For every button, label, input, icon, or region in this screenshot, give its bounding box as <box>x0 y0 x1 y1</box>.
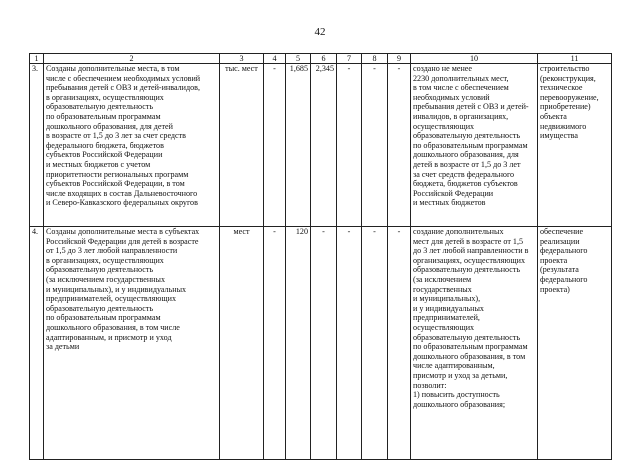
row-description: Созданы дополнительные места в субъектах Российской Федерации для детей в возрасте от 1,5 до 3 лет любой направленности в организациях, осуществляющих образовательную деятельность (за исключением государственных и муниципальных), и у индивидуальных предпринимателей, осуществляющих образовательную деятельность по образовательным программам дошкольного образования, в том числе адаптированным, и присмотр и уход за детьми <box>44 227 220 460</box>
row-type: обеспечение реализации федерального проекта (результата федерального проекта) <box>538 227 612 460</box>
header-cell: 7 <box>337 54 362 64</box>
row-number: 4. <box>30 227 44 460</box>
row-value-col8: - <box>362 227 388 460</box>
row-unit: тыс. мест <box>220 64 264 227</box>
row-value-col6: 2,345 <box>311 64 337 227</box>
header-cell: 9 <box>388 54 411 64</box>
row-value-col6: - <box>311 227 337 460</box>
table-row <box>30 64 612 227</box>
row-result: создание дополнительных мест для детей в возрасте от 1,5 до 3 лет любой направленности в организациях, осуществляющих образовательную деятельность (за исключением государственных и муниципальных), и у индивидуальных предпринимателей, осуществляющих образовательную деятельность по образовательным программам дошкольного образования, в том числе адаптированным, присмотр и уход за детьми, позволит: 1) повысить доступность дошкольного образования; <box>411 227 538 460</box>
header-cell: 5 <box>286 54 311 64</box>
row-unit: мест <box>220 227 264 460</box>
row-value-col8: - <box>362 64 388 227</box>
row-value-col5: 1,685 <box>286 64 311 227</box>
page-number: 42 <box>314 26 326 38</box>
header-cell: 11 <box>538 54 612 64</box>
header-cell: 4 <box>264 54 286 64</box>
row-number: 3. <box>30 64 44 227</box>
row-value-col5: 120 <box>286 227 311 460</box>
header-cell: 10 <box>411 54 538 64</box>
row-result: создано не менее 2230 дополнительных мест, в том числе с обеспечением необходимых условий пребывания детей с ОВЗ и детей- инвалидов, в организациях, осуществляющих образовательную деятельность по образовательным программам дошкольного образования, для детей в возрасте от 1,5 до 3 лет за счет средств федерального бюджета, бюджетов субъектов Российской Федерации и местных бюджетов <box>411 64 538 227</box>
table-header-row <box>30 54 612 64</box>
header-cell: 6 <box>311 54 337 64</box>
header-cell: 1 <box>30 54 44 64</box>
row-value-col9: - <box>388 227 411 460</box>
header-cell: 2 <box>44 54 220 64</box>
row-value-col4: - <box>264 227 286 460</box>
row-value-col9: - <box>388 64 411 227</box>
results-table <box>29 53 612 460</box>
row-description: Созданы дополнительные места, в том числе с обеспечением необходимых условий пребывания детей с ОВЗ и детей-инвалидов, в организациях, осуществляющих образовательную деятельность по образовательным программам дошкольного образования, для детей в возрасте от 1,5 до 3 лет за счет средств федерального бюджета, бюджетов субъектов Российской Федерации и местных бюджетов с учетом приоритетности региональных программ субъектов Российской Федерации, в том числе входящих в состав Дальневосточного и Северо-Кавказского федеральных округов <box>44 64 220 227</box>
header-cell: 8 <box>362 54 388 64</box>
header-cell: 3 <box>220 54 264 64</box>
row-type: строительство (реконструкция, техническое перевооружение, приобретение) объекта недвижимого имущества <box>538 64 612 227</box>
table-row <box>30 227 612 460</box>
row-value-col7: - <box>337 64 362 227</box>
row-value-col4: - <box>264 64 286 227</box>
row-value-col7: - <box>337 227 362 460</box>
